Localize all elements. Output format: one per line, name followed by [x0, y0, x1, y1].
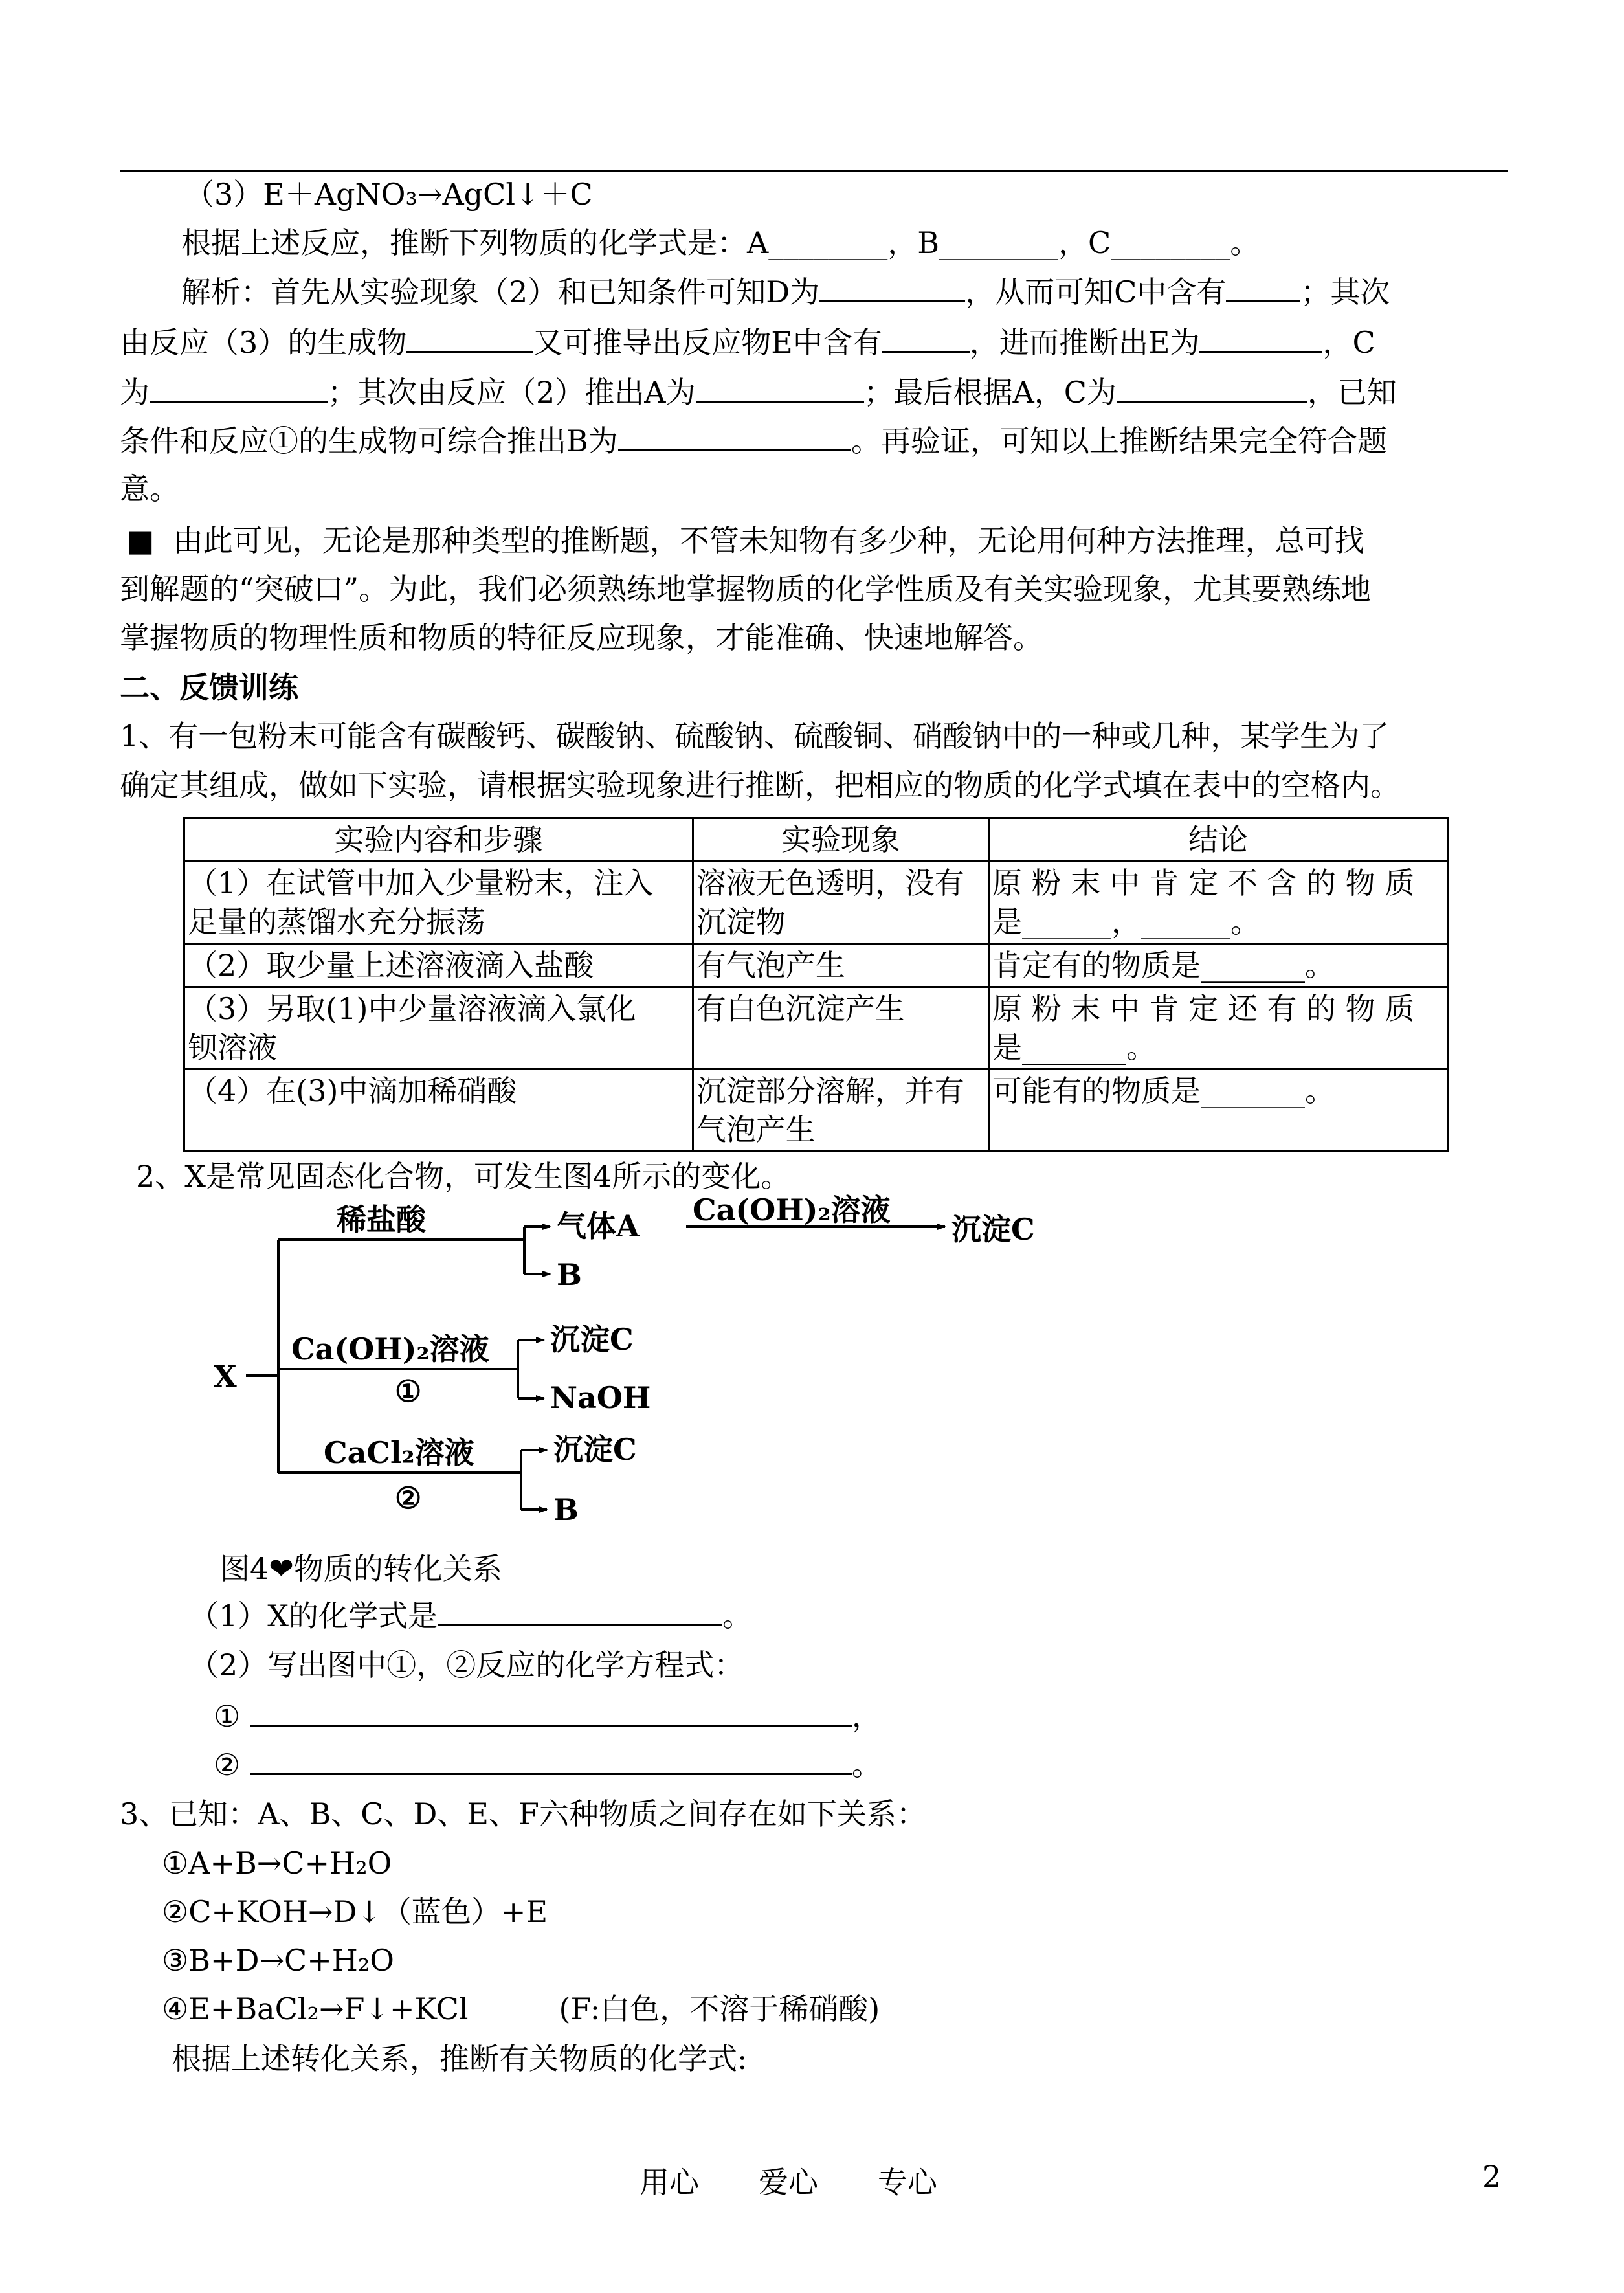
- answer-blank[interactable]: [250, 1696, 852, 1727]
- analysis-text: ；最后根据A，C为: [863, 375, 1117, 410]
- experiment-table: [183, 817, 1449, 1152]
- answer-blank[interactable]: [1226, 272, 1300, 302]
- header-rule: [120, 170, 1508, 172]
- diagram-label: Ca(OH)₂溶液: [693, 1192, 891, 1227]
- diagram-label: B: [557, 1257, 582, 1292]
- observation-cell: [693, 987, 988, 1069]
- answer-blank[interactable]: [882, 322, 970, 353]
- step-cell: [184, 944, 693, 987]
- table-row: [184, 1069, 1448, 1152]
- sub-text: （1）X的化学式是: [189, 1598, 438, 1633]
- cell-text: 有白色沉淀产生: [696, 991, 905, 1026]
- q3-last-line: 根据上述转化关系，推断有关物质的化学式:: [172, 2041, 748, 2076]
- step-cell: [184, 862, 693, 944]
- analysis-text: 解析：首先从实验现象（2）和已知条件可知D为: [181, 274, 820, 309]
- table-header: 实验内容和步骤: [184, 818, 693, 862]
- analysis-text: 为: [120, 375, 150, 410]
- caption-text: 图4: [220, 1551, 269, 1586]
- analysis-text: 由反应（3）的生成物: [120, 325, 407, 360]
- table-header: 结论: [988, 818, 1447, 862]
- heart-icon: ❤: [269, 1551, 294, 1586]
- cell-text: 溶液无色透明，没有: [696, 866, 964, 900]
- equation-1: [214, 1696, 882, 1736]
- q1-line-1: 1、有一包粉末可能含有碳酸钙、碳酸钠、硫酸钠、硫酸铜、硝酸钠中的一种或几种，某学生为了: [120, 719, 1390, 754]
- relation-2: ②C+KOH→D↓（蓝色）+E: [162, 1894, 548, 1929]
- cell-text: 可能有的物质是_______。: [992, 1073, 1335, 1108]
- step-cell: [184, 1069, 693, 1152]
- diagram-label: 稀盐酸: [337, 1202, 426, 1237]
- cell-text: 足量的蒸馏水充分振荡: [188, 904, 485, 939]
- eq-mark: ①: [214, 1699, 241, 1734]
- page-number: 2: [1482, 2159, 1502, 2194]
- footer-center: 用心 爱心 专心: [640, 2165, 937, 2200]
- summary-line-3: 掌握物质的物理性质和物质的特征反应现象，才能准确、快速地解答。: [120, 620, 1043, 655]
- answer-blank[interactable]: [150, 372, 328, 403]
- step-cell: [184, 987, 693, 1069]
- cell-text: （1）在试管中加入少量粉末，注入: [188, 866, 654, 900]
- conversion-diagram: [207, 1192, 1100, 1541]
- eq-end: ，: [851, 1699, 882, 1734]
- conclusion-cell[interactable]: [988, 944, 1447, 987]
- relation-3: ③B+D→C+H₂O: [162, 1943, 395, 1978]
- cell-text: 钡溶液: [188, 1030, 277, 1065]
- diagram-label: 气体A: [557, 1209, 640, 1244]
- cell-text: 是_______。: [992, 1030, 1156, 1065]
- diagram-label: 沉淀C: [951, 1212, 1035, 1247]
- section-title: 二、反馈训练: [120, 670, 298, 705]
- relation-text: ④E+BaCl₂→F↓+KCl: [162, 1991, 469, 2026]
- analysis-line-4: [120, 421, 1387, 460]
- analysis-text: ，C: [1322, 325, 1375, 360]
- q1-line-2: 确定其组成，做如下实验，请根据实验现象进行推断，把相应的物质的化学式填在表中的空格内。: [120, 768, 1400, 803]
- sub-text: 。: [722, 1598, 753, 1633]
- analysis-line-1: [181, 272, 1390, 311]
- infer-prompt: 根据上述反应，推断下列物质的化学式是：A________，B________，C________。: [181, 225, 1260, 260]
- relation-4: [162, 1989, 880, 2028]
- diagram-label: Ca(OH)₂溶液: [291, 1332, 489, 1367]
- table-row: [184, 987, 1448, 1069]
- table-row: [184, 944, 1448, 987]
- caption-text: 物质的转化关系: [293, 1551, 502, 1586]
- diagram-label: CaCl₂溶液: [324, 1435, 474, 1470]
- relation-1: ①A+B→C+H₂O: [162, 1846, 392, 1881]
- observation-cell: [693, 862, 988, 944]
- figure-caption: [220, 1549, 502, 1588]
- observation-cell: [693, 1069, 988, 1152]
- cell-text: 气泡产生: [696, 1112, 816, 1147]
- answer-blank[interactable]: [1117, 372, 1307, 403]
- answer-blank[interactable]: [819, 272, 965, 302]
- answer-blank[interactable]: [696, 372, 864, 403]
- q2-sub-1: [189, 1596, 752, 1635]
- diagram-label: B: [553, 1492, 579, 1527]
- cell-text: 是______，______。: [992, 904, 1260, 939]
- cell-text: 沉淀部分溶解，并有: [696, 1073, 964, 1108]
- summary-line-2: 到解题的“突破口”。为此，我们必须熟练地掌握物质的化学性质及有关实验现象，尤其要熟练地: [120, 572, 1372, 607]
- diagram-label: NaOH: [550, 1380, 651, 1415]
- table-header: 实验现象: [693, 818, 988, 862]
- analysis-line-2: [120, 322, 1375, 362]
- answer-blank[interactable]: [250, 1745, 852, 1775]
- answer-blank[interactable]: [406, 322, 533, 353]
- q2-sub-2: （2）写出图中①，②反应的化学方程式：: [189, 1648, 744, 1683]
- analysis-text: 又可推导出反应物E中含有: [533, 325, 882, 360]
- cell-text: 肯定有的物质是_______。: [992, 948, 1335, 983]
- answer-blank[interactable]: [618, 421, 851, 451]
- table-header-row: [184, 818, 1448, 862]
- cell-text: 原 粉 末 中 肯 定 不 含 的 物 质: [992, 866, 1415, 900]
- analysis-text: ；其次: [1300, 274, 1390, 309]
- cell-text: 沉淀物: [696, 904, 786, 939]
- analysis-text: ，进而推断出E为: [969, 325, 1200, 360]
- diagram-label: 沉淀C: [550, 1322, 634, 1357]
- diagram-label: 沉淀C: [553, 1432, 637, 1467]
- cell-text: （4）在(3)中滴加稀硝酸: [188, 1073, 517, 1108]
- answer-blank[interactable]: [1199, 322, 1322, 353]
- summary-line-1: [126, 521, 1364, 560]
- diagram-label-x: X: [214, 1359, 237, 1394]
- cell-text: （2）取少量上述溶液滴入盐酸: [188, 948, 594, 983]
- conclusion-cell[interactable]: [988, 1069, 1447, 1152]
- observation-cell: [693, 944, 988, 987]
- cell-text: （3）另取(1)中少量溶液滴入氯化: [188, 991, 636, 1026]
- analysis-text: ；其次由反应（2）推出A为: [328, 375, 696, 410]
- answer-blank[interactable]: [438, 1596, 722, 1626]
- analysis-line-3: [120, 372, 1397, 412]
- analysis-text: ，已知: [1307, 375, 1397, 410]
- q2-line-1: 2、X是常见固态化合物，可发生图4所示的变化。: [136, 1159, 791, 1194]
- cell-text: 有气泡产生: [696, 948, 845, 983]
- reaction-3: （3）E＋AgNO₃→AgCl↓＋C: [184, 177, 593, 212]
- analysis-text: 条件和反应①的生成物可综合推出B为: [120, 423, 618, 458]
- bullet-icon: ■: [126, 523, 155, 558]
- cell-text: 原 粉 末 中 肯 定 还 有 的 物 质: [992, 991, 1415, 1026]
- relation-note: (F:白色，不溶于稀硝酸): [559, 1991, 880, 2026]
- diagram-label: ②: [395, 1481, 422, 1516]
- equation-2: [214, 1745, 882, 1784]
- q3-line-1: 3、已知：A、B、C、D、E、F六种物质之间存在如下关系：: [120, 1796, 926, 1831]
- eq-mark: ②: [214, 1747, 241, 1782]
- table-row: [184, 862, 1448, 944]
- conclusion-cell[interactable]: [988, 987, 1447, 1069]
- conclusion-cell[interactable]: [988, 862, 1447, 944]
- analysis-text: ，从而可知C中含有: [965, 274, 1227, 309]
- summary-text: 由此可见，无论是那种类型的推断题，不管未知物有多少种，无论用何种方法推理，总可找: [173, 523, 1364, 558]
- diagram-label: ①: [395, 1374, 422, 1409]
- analysis-line-5: 意。: [120, 471, 179, 506]
- eq-end: 。: [851, 1747, 882, 1782]
- analysis-text: 。再验证，可知以上推断结果完全符合题: [851, 423, 1387, 458]
